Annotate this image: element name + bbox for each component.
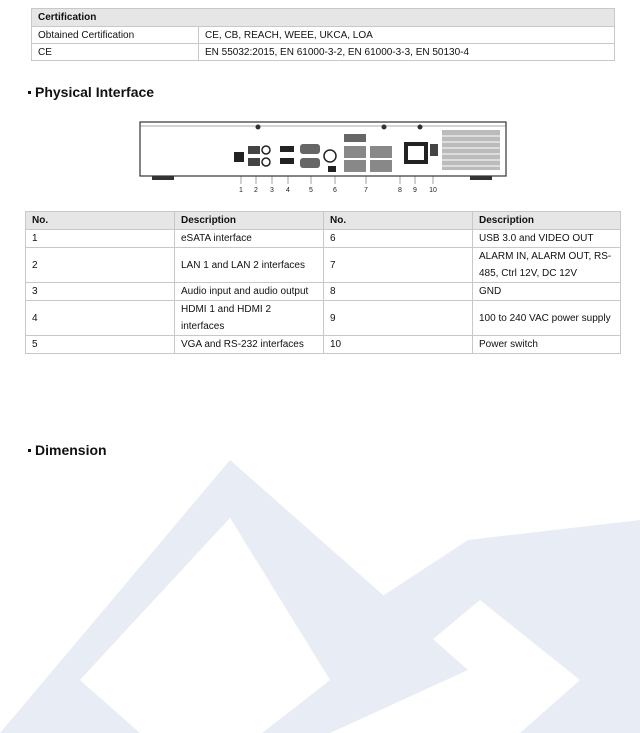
callout-label: 5 [309, 187, 313, 194]
certification-value: CE, CB, REACH, WEEE, UKCA, LOA [199, 27, 615, 44]
callout-label: 2 [254, 187, 258, 194]
certification-table [31, 8, 615, 61]
callout-label: 10 [429, 187, 437, 194]
watermark-logo [0, 460, 640, 733]
callout-label: 1 [239, 187, 243, 194]
dimension-heading [28, 442, 107, 458]
interface-number: 6 [324, 230, 473, 248]
interface-number: 10 [324, 336, 473, 354]
table-row [32, 27, 615, 44]
column-header: No. [26, 212, 175, 230]
table-row [26, 301, 621, 336]
certification-label: Obtained Certification [32, 27, 199, 44]
interface-table [25, 211, 621, 354]
certification-label: CE [32, 44, 199, 61]
interface-description: LAN 1 and LAN 2 interfaces [175, 248, 324, 283]
callout-label: 9 [413, 187, 417, 194]
callout-label: 6 [333, 187, 337, 194]
bullet-icon [28, 449, 31, 452]
interface-number: 5 [26, 336, 175, 354]
interface-description: HDMI 1 and HDMI 2 interfaces [175, 301, 324, 336]
column-header: Description [175, 212, 324, 230]
column-header: No. [324, 212, 473, 230]
section-title: Dimension [35, 442, 107, 458]
table-row [26, 248, 621, 283]
interface-number: 3 [26, 283, 175, 301]
interface-description: VGA and RS-232 interfaces [175, 336, 324, 354]
callout-label: 8 [398, 187, 402, 194]
certification-header-row [32, 9, 615, 27]
interface-description: Power switch [473, 336, 621, 354]
interface-description: ALARM IN, ALARM OUT, RS-485, Ctrl 12V, DC 12V [473, 248, 621, 283]
interface-number: 2 [26, 248, 175, 283]
interface-description: Audio input and audio output [175, 283, 324, 301]
bullet-icon [28, 91, 31, 94]
callout-label: 7 [364, 187, 368, 194]
interface-description: USB 3.0 and VIDEO OUT [473, 230, 621, 248]
table-row [26, 230, 621, 248]
section-title: Physical Interface [35, 84, 155, 100]
callout-label: 4 [286, 187, 290, 194]
physical-interface-heading [28, 84, 154, 100]
table-row [26, 336, 621, 354]
interface-number: 1 [26, 230, 175, 248]
interface-description: eSATA interface [175, 230, 324, 248]
certification-header: Certification [32, 9, 615, 27]
column-header: Description [473, 212, 621, 230]
interface-header-row [26, 212, 621, 230]
device-rear-panel-image [138, 116, 508, 198]
interface-number: 8 [324, 283, 473, 301]
interface-number: 4 [26, 301, 175, 336]
table-row [26, 283, 621, 301]
interface-description: 100 to 240 VAC power supply [473, 301, 621, 336]
table-row [32, 44, 615, 61]
callout-label: 3 [270, 187, 274, 194]
interface-number: 9 [324, 301, 473, 336]
certification-value: EN 55032:2015, EN 61000-3-2, EN 61000-3-3, EN 50130-4 [199, 44, 615, 61]
interface-description: GND [473, 283, 621, 301]
interface-number: 7 [324, 248, 473, 283]
